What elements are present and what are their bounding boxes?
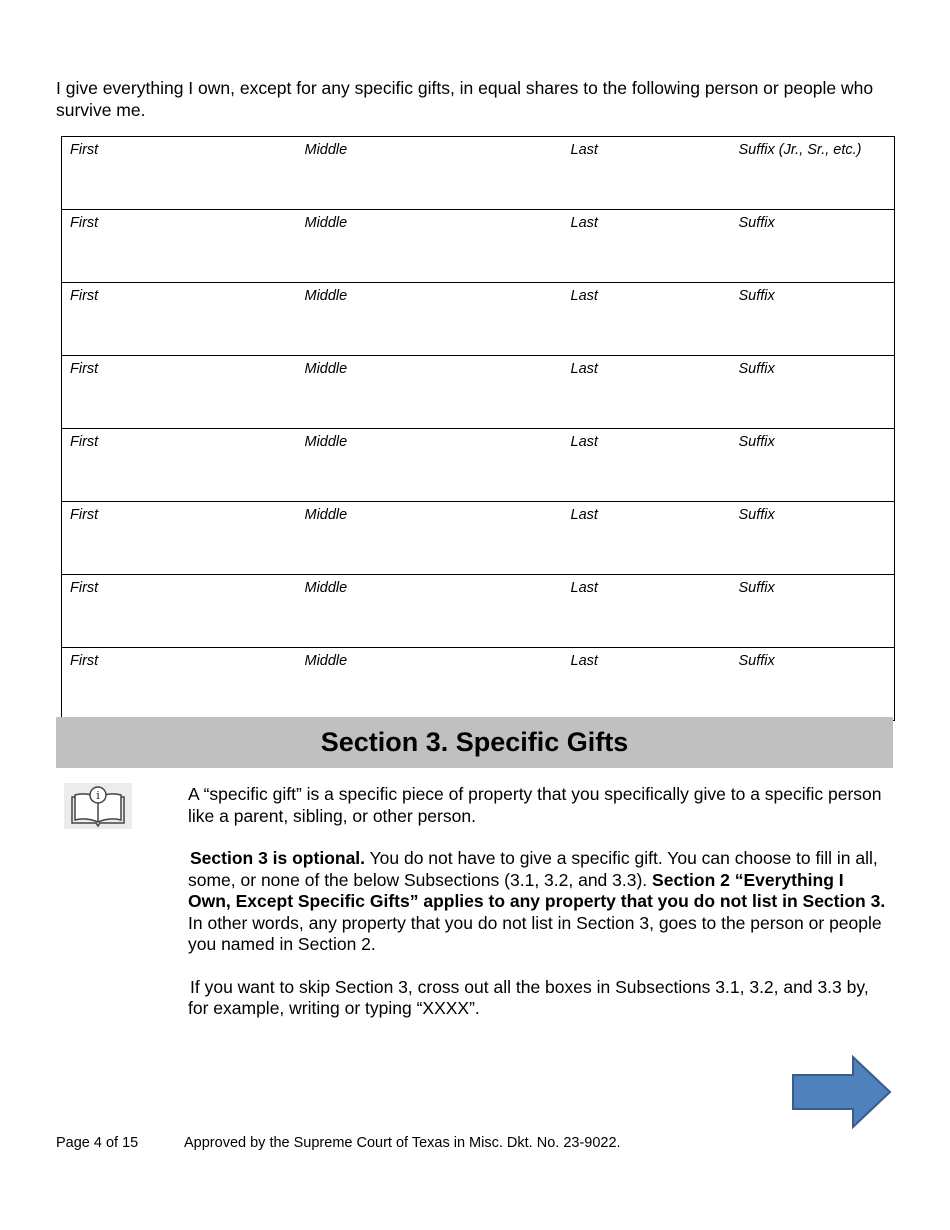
section-title: Section 3. Specific Gifts <box>320 727 629 757</box>
intro-text: I give everything I own, except for any specific gifts, in equal shares to the following person or people who survive me. <box>56 78 874 120</box>
page-footer <box>56 1135 621 1151</box>
optional-paragraph: Section 3 is optional. You do not have to give a specific gift. You can choose to fill in all, some, or none of the below Subsections (3.1, 3.2, and 3.3). Section 2 “Everything I Own, Except Specific Gifts” applies to any property that you do not list in Section 3. In other words, any property that you do not list in Section 3, goes to the person or people you named in Section 2. <box>188 848 886 954</box>
name-row <box>62 575 895 648</box>
next-arrow-icon[interactable] <box>791 1055 893 1129</box>
first-name-field[interactable]: First <box>62 502 305 575</box>
specific-gift-definition: A “specific gift” is a specific piece of property that you specifically give to a specific person like a parent, sibling, or other person. <box>188 784 882 826</box>
middle-name-field[interactable]: Middle <box>305 575 571 648</box>
name-row <box>62 356 895 429</box>
first-name-field[interactable]: First <box>62 429 305 502</box>
info-book-icon <box>64 783 132 829</box>
middle-name-field[interactable]: Middle <box>305 429 571 502</box>
middle-name-field[interactable]: Middle <box>305 648 571 721</box>
first-name-field[interactable]: First <box>62 137 305 210</box>
name-row <box>62 502 895 575</box>
name-row <box>62 210 895 283</box>
last-name-field[interactable]: Last <box>571 502 739 575</box>
middle-name-field[interactable]: Middle <box>305 283 571 356</box>
first-name-field[interactable]: First <box>62 575 305 648</box>
last-name-field[interactable]: Last <box>571 575 739 648</box>
section-3-explanation <box>188 784 888 1041</box>
skip-instructions: If you want to skip Section 3, cross out all the boxes in Subsections 3.1, 3.2, and 3.3 by, for example, writing or typing “XXXX”. <box>188 976 869 1018</box>
page-number: Page 4 of 15 <box>56 1135 139 1151</box>
name-row <box>62 137 895 210</box>
last-name-field[interactable]: Last <box>571 283 739 356</box>
name-row <box>62 283 895 356</box>
svg-text:i: i <box>96 789 100 802</box>
first-name-field[interactable]: First <box>62 210 305 283</box>
suffix-name-field[interactable]: Suffix <box>739 356 895 429</box>
suffix-name-field[interactable]: Suffix <box>739 648 895 721</box>
middle-name-field[interactable]: Middle <box>305 137 571 210</box>
suffix-name-field[interactable]: Suffix (Jr., Sr., etc.) <box>739 137 895 210</box>
first-name-field[interactable]: First <box>62 648 305 721</box>
section-2-note-bold: Section 2 “Everything I Own, Except Specific Gifts” applies to any property that you do not list in Section 3. <box>188 869 886 911</box>
name-row <box>62 429 895 502</box>
approval-note: Approved by the Supreme Court of Texas in Misc. Dkt. No. 23-9022. <box>184 1135 621 1151</box>
middle-name-field[interactable]: Middle <box>305 210 571 283</box>
last-name-field[interactable]: Last <box>571 648 739 721</box>
suffix-name-field[interactable]: Suffix <box>739 429 895 502</box>
last-name-field[interactable]: Last <box>571 429 739 502</box>
last-name-field[interactable]: Last <box>571 356 739 429</box>
section-3-header <box>56 717 893 768</box>
middle-name-field[interactable]: Middle <box>305 502 571 575</box>
first-name-field[interactable]: First <box>62 356 305 429</box>
last-name-field[interactable]: Last <box>571 210 739 283</box>
suffix-name-field[interactable]: Suffix <box>739 283 895 356</box>
suffix-name-field[interactable]: Suffix <box>739 575 895 648</box>
beneficiary-name-table <box>61 136 895 721</box>
name-row <box>62 648 895 721</box>
suffix-name-field[interactable]: Suffix <box>739 502 895 575</box>
first-name-field[interactable]: First <box>62 283 305 356</box>
last-name-field[interactable]: Last <box>571 137 739 210</box>
suffix-name-field[interactable]: Suffix <box>739 210 895 283</box>
optional-bold: Section 3 is optional. <box>190 848 366 868</box>
middle-name-field[interactable]: Middle <box>305 356 571 429</box>
